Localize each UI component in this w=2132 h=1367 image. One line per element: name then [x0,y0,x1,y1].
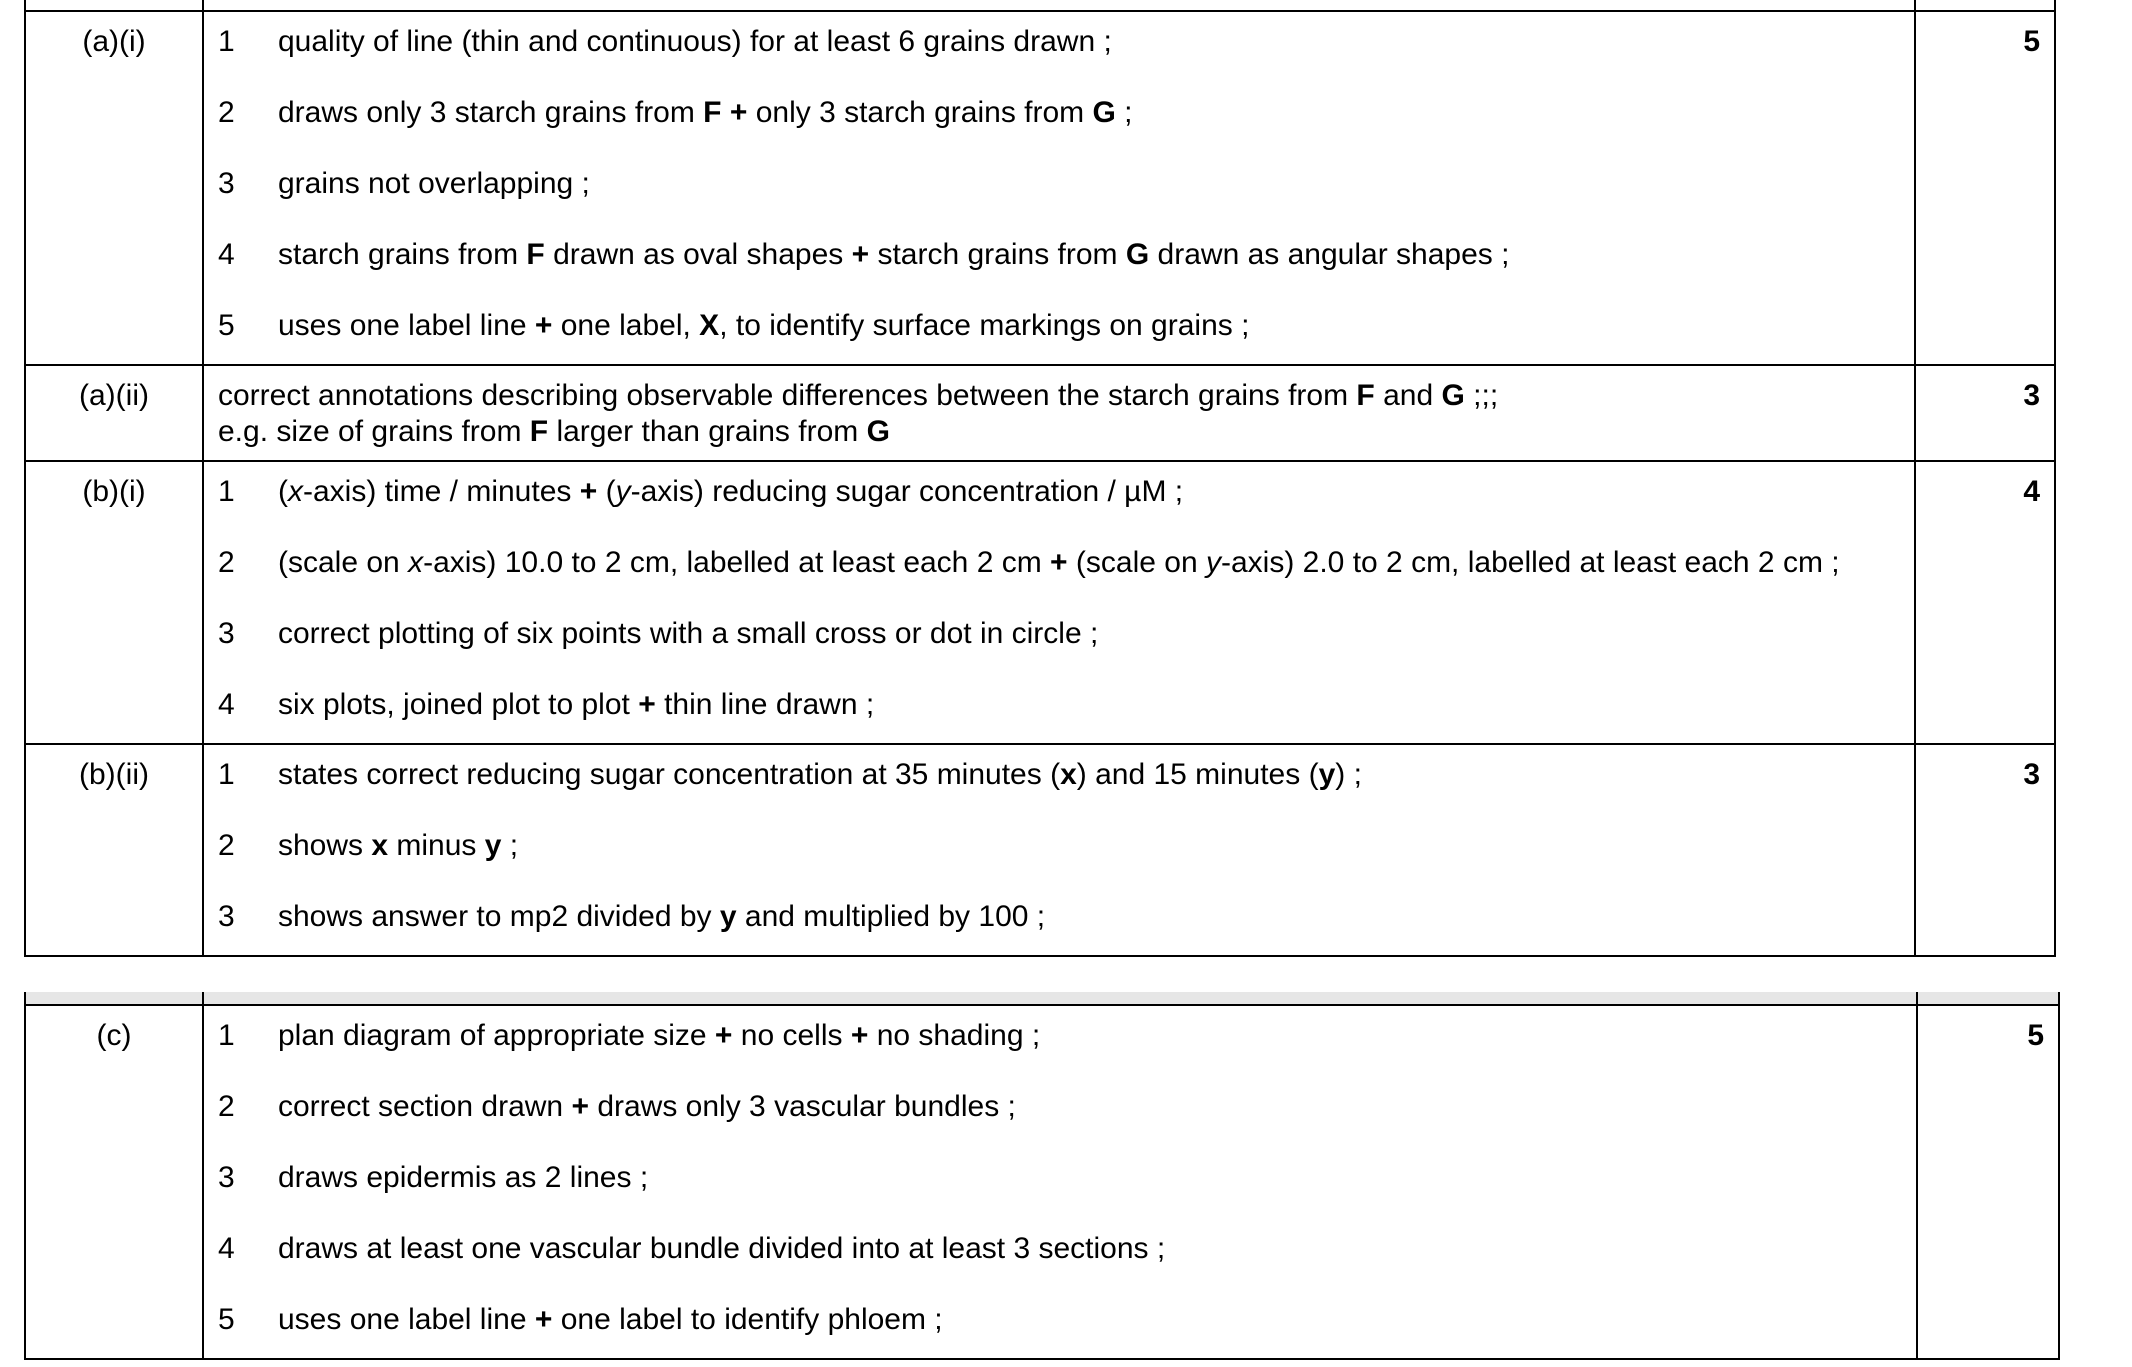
marking-point-number: 5 [218,309,235,342]
marking-point-text: uses one label line + one label, X, to identify surface markings on grains ; [278,309,1250,342]
marking-point-number: 3 [218,1161,235,1194]
marking-point [218,474,1914,545]
marking-point-text: correct section drawn + draws only 3 vascular bundles ; [278,1090,1016,1123]
marking-point-number: 3 [218,900,235,933]
marking-point-text: draws epidermis as 2 lines ; [278,1161,649,1194]
marking-point [218,237,1914,308]
question-row [25,744,2055,956]
question-number: (a)(i) [25,11,203,365]
answer-cell [203,461,1915,744]
marking-point [218,24,1914,95]
answer-cell [203,365,1915,461]
question-row [25,11,2055,365]
marking-point-text: correct plotting of six points with a small cross or dot in circle ; [278,617,1099,650]
marking-point-number: 4 [218,688,235,721]
marking-point-text: shows answer to mp2 divided by y and multiplied by 100 ; [278,900,1046,933]
marking-point-text: grains not overlapping ; [278,167,590,200]
marking-point-number: 2 [218,546,235,579]
marking-point-number: 2 [218,829,235,862]
marking-point-number: 5 [218,1303,235,1336]
marking-point-number: 3 [218,167,235,200]
marking-point-number: 1 [218,1019,235,1052]
marking-point [218,687,1914,735]
marking-point [218,1089,1916,1160]
question-number: (b)(ii) [25,744,203,956]
marking-point [218,899,1914,947]
marking-point-text: quality of line (thin and continuous) for at least 6 grains drawn ; [278,25,1112,58]
question-row [25,461,2055,744]
answer-line: e.g. size of grains from F larger than grains from G [218,415,890,448]
question-number: (a)(ii) [25,365,203,461]
answer-cell [203,744,1915,956]
marking-point-text: starch grains from F drawn as oval shapes + starch grains from G drawn as angular shapes ; [278,238,1510,271]
marks-value: 3 [1915,744,2055,956]
marking-point-number: 1 [218,475,235,508]
marks-value: 3 [1915,365,2055,461]
marking-point-text: uses one label line + one label to identify phloem ; [278,1303,943,1336]
marking-point-text: (scale on x-axis) 10.0 to 2 cm, labelled at least each 2 cm + (scale on y-axis) 2.0 to 2 cm, labelled at least each 2 cm ; [278,546,1840,579]
marking-point-number: 1 [218,25,235,58]
marking-point [218,757,1914,828]
marking-point [218,1160,1916,1231]
marking-point-text: shows x minus y ; [278,829,519,862]
marking-point-number: 2 [218,96,235,129]
marking-point [218,616,1914,687]
question-number: (c) [25,1005,203,1359]
table-top-stub [25,992,2059,1005]
marking-point [218,545,1914,616]
answer-cell [203,11,1915,365]
marking-point [218,1231,1916,1302]
answer-line: correct annotations describing observable differences between the starch grains from F and G ;;; [218,379,1499,412]
marking-point-text: (x-axis) time / minutes + (y-axis) reducing sugar concentration / µM ; [278,475,1184,508]
mark-scheme-table-2 [24,992,2060,1360]
mark-scheme-table-1 [24,0,2056,957]
marking-point [218,1302,1916,1350]
marking-point [218,308,1914,356]
marking-point-number: 3 [218,617,235,650]
marking-point [218,95,1914,166]
marking-point [218,828,1914,899]
marking-point-text: states correct reducing sugar concentration at 35 minutes (x) and 15 minutes (y) ; [278,758,1362,791]
answer-cell [203,1005,1917,1359]
marking-point-number: 1 [218,758,235,791]
question-row [25,365,2055,461]
marks-value: 5 [1917,1005,2059,1359]
marks-value: 5 [1915,11,2055,365]
marking-point-text: six plots, joined plot to plot + thin line drawn ; [278,688,875,721]
marking-point [218,166,1914,237]
marking-point-text: draws only 3 starch grains from F + only 3 starch grains from G ; [278,96,1133,129]
marking-point [218,1018,1916,1089]
marking-point-text: plan diagram of appropriate size + no cells + no shading ; [278,1019,1041,1052]
marking-point-number: 2 [218,1090,235,1123]
question-row [25,1005,2059,1359]
marking-point-number: 4 [218,238,235,271]
marks-value: 4 [1915,461,2055,744]
marking-point-text: draws at least one vascular bundle divided into at least 3 sections ; [278,1232,1166,1265]
table-top-stub [25,0,2055,11]
marking-point-number: 4 [218,1232,235,1265]
question-number: (b)(i) [25,461,203,744]
